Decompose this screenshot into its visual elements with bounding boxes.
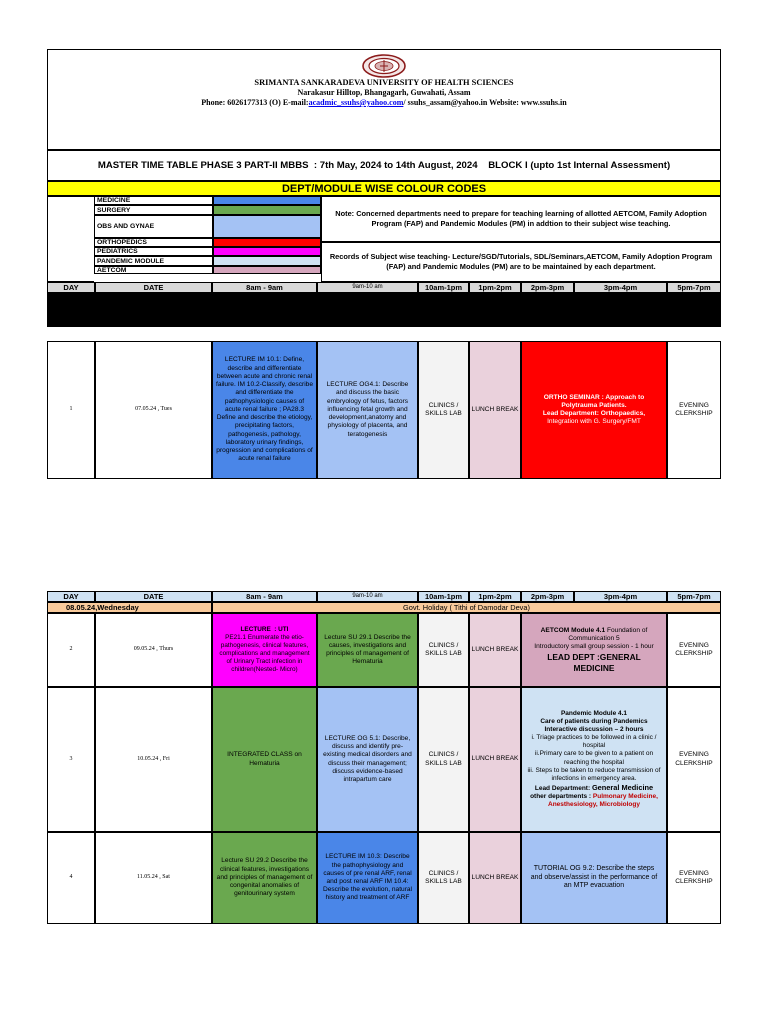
day-date: 07.05.24 , Tues — [95, 341, 212, 479]
legend-label: SURGERY — [94, 205, 213, 215]
day-number: 4 — [47, 832, 95, 924]
email-link[interactable]: acadmic_ssuhs@yahoo.com — [308, 98, 404, 107]
note-family-adoption: Note: Concerned departments need to prepare for teaching learning of allotted AETCOM, Family Adoption Program (FAP) and Pandemic Modules (PM) in addtion to their subject wise teaching. — [321, 196, 721, 242]
legend-swatch — [213, 196, 321, 205]
col-1pm: 1pm-2pm — [469, 591, 521, 602]
clinics-skills-lab: CLINICS / SKILLS LAB — [418, 613, 469, 687]
day-row-2 — [47, 613, 721, 687]
clinics-skills-lab: CLINICS / SKILLS LAB — [418, 832, 469, 924]
pm-item-1: i. Triage practices to be followed in a clinic / hospital — [531, 734, 657, 750]
day-number: 2 — [47, 613, 95, 687]
pm-subtitle: Care of patients during Pandemics — [540, 717, 648, 725]
day-row-4 — [47, 832, 721, 924]
evening-clerkship: EVENING CLERKSHIP — [667, 687, 721, 832]
col-2pm: 2pm-3pm — [521, 591, 574, 602]
pandemic-module — [521, 687, 667, 832]
pm-item-3: iii. Steps to be taken to reduce transmission of infections in emergency area. — [527, 766, 661, 782]
timetable-title: MASTER TIME TABLE PHASE 3 PART-II MBBS : 7th May, 2024 to 14th August, 2024 BLOCK I (upto 1st Internal Assessment) — [47, 150, 721, 181]
ortho-seminar-title: ORTHO SEMINAR : Approach to Polytrauma Patients. — [543, 393, 645, 409]
legend-swatch — [213, 256, 321, 266]
pm-other-depts: Pulmonary Medicine, Anesthesiology, Microbiology — [548, 793, 658, 809]
ortho-lead-dept: Lead Department: Orthopaedics, — [542, 410, 646, 417]
legend-label: PANDEMIC MODULE — [94, 256, 213, 266]
lecture-og-4-1: LECTURE OG4.1: Describe and discuss the basic embryology of fetus, factors influencing fetal growth and development,anatomy and physiology of placenta, and teratogenesis — [317, 341, 418, 479]
col-3pm: 3pm-4pm — [574, 591, 667, 602]
col-9am: 9am-10 am — [317, 282, 418, 293]
day-row-3 — [47, 687, 721, 832]
lecture-og-5-1: LECTURE OG 5.1: Describe, discuss and identify pre-existing medical disorders and discuss their management; discuss evidence-based intrapartum care — [317, 687, 418, 832]
pm-other-label: other departments : — [530, 793, 593, 800]
pm-title: Pandemic Module 4.1 — [560, 709, 628, 717]
clinics-skills-lab: CLINICS / SKILLS LAB — [418, 687, 469, 832]
col-8am: 8am - 9am — [212, 282, 317, 293]
day-number: 3 — [47, 687, 95, 832]
pm-lead-label: Lead Department: — [534, 784, 592, 792]
legend-swatch — [213, 215, 321, 238]
lunch-break: LUNCH BREAK — [469, 832, 521, 924]
pm-lead-dept: General Medicine — [591, 782, 654, 792]
lecture-uti-title: LECTURE : UTI — [240, 626, 289, 633]
holiday-date: 08.05.24,Wednesday — [47, 602, 212, 613]
column-header-row — [47, 282, 721, 293]
lunch-break: LUNCH BREAK — [469, 613, 521, 687]
lecture-im-10-1: LECTURE IM 10.1: Define, describe and differentiate between acute and chronic renal failure. IM 10.2-Classify, describe and differentiate the pathophysiologic causes of acute renal failure ; PA28.3 Define and describe the etiology, precipitating factors, pathogenesis, pathology, laboratory urinary findings, progression and complications of acute renal failure — [212, 341, 317, 479]
col-2pm: 2pm-3pm — [521, 282, 574, 293]
colour-codes-heading: DEPT/MODULE WISE COLOUR CODES — [47, 181, 721, 196]
ortho-seminar — [521, 341, 667, 479]
contact-line — [47, 97, 721, 108]
day-number: 1 — [47, 341, 95, 479]
note-records: Records of Subject wise teaching- Lecture/SGD/Tutorials, SDL/Seminars,AETCOM, Family Adoption Program (FAP) and Pandemic Modules (PM) are to be maintained by each department. — [321, 242, 721, 282]
pm-item-2: ii.Primary care to be given to a patient on reaching the hospital — [534, 750, 654, 766]
colour-legend — [47, 196, 321, 282]
lecture-uti-desc: PE21.1 Enumerate the etio-pathogenesis, clinical features, complications and management of Urinary Tract infection in children(Nested- Micro) — [219, 634, 310, 673]
legend-label: PEDIATRICS — [94, 247, 213, 256]
aetcom-module-label: AETCOM Module 4.1 — [540, 626, 606, 634]
legend-label: AETCOM — [94, 266, 213, 274]
aetcom-topic: Foundation of Communication 5 — [568, 626, 648, 642]
university-name: SRIMANTA SANKARADEVA UNIVERSITY OF HEALTH SCIENCES — [254, 78, 514, 87]
day-date: 09.05.24 , Thurs — [95, 613, 212, 687]
legend-swatch — [213, 205, 321, 215]
pm-lead — [535, 783, 653, 793]
integrated-class: INTEGRATED CLASS on Hematuria — [212, 687, 317, 832]
col-date: DATE — [95, 282, 212, 293]
col-day: DAY — [47, 282, 95, 293]
legend-swatch — [213, 247, 321, 256]
legend-label: OBS AND GYNAE — [94, 215, 213, 238]
col-8am: 8am - 9am — [212, 591, 317, 602]
evening-clerkship: EVENING CLERKSHIP — [667, 341, 721, 479]
lecture-su-29-2: Lecture SU 29.2 Describe the clinical features, investigations and principles of management of congenital anomalies of genitourinary system — [212, 832, 317, 924]
legend-label: MEDICINE — [94, 196, 213, 205]
holiday-text: Govt. Holiday ( Tithi of Damodar Deva) — [212, 602, 721, 613]
legend-swatch — [213, 238, 321, 247]
col-9am: 9am-10 am — [317, 591, 418, 602]
pm-other — [525, 793, 663, 809]
holiday-row — [47, 602, 721, 613]
evening-clerkship: EVENING CLERKSHIP — [667, 613, 721, 687]
aetcom-title — [526, 627, 662, 643]
evening-clerkship: EVENING CLERKSHIP — [667, 832, 721, 924]
tutorial-og-9-2: TUTORIAL OG 9.2: Describe the steps and observe/assist in the performance of an MTP evacuation — [521, 832, 667, 924]
lecture-uti — [212, 613, 317, 687]
clinics-skills-lab: CLINICS / SKILLS LAB — [418, 341, 469, 479]
lecture-su-29-1: Lecture SU 29.1 Describe the causes, investigations and principles of management of Hematuria — [317, 613, 418, 687]
phone-text: Phone: 6026177313 (O) E-mail: — [201, 98, 309, 107]
aetcom-module — [521, 613, 667, 687]
legend-swatch — [213, 266, 321, 274]
col-day: DAY — [47, 591, 95, 602]
col-10am: 10am-1pm — [418, 282, 469, 293]
university-address: Narakasur Hilltop, Bhangagarh, Guwahati, Assam — [297, 88, 471, 97]
pm-format: Interactive discussion – 2 hours — [544, 726, 644, 733]
day-date: 11.05.24 , Sat — [95, 832, 212, 924]
day-row-1 — [47, 341, 721, 479]
contact-suffix: / ssuhs_assam@yahoo.in Website: www.ssuhs.in — [403, 98, 567, 107]
lunch-break: LUNCH BREAK — [469, 687, 521, 832]
ortho-integration: Integration with G. Surgery/FMT — [547, 418, 641, 426]
university-logo — [361, 54, 407, 78]
col-date: DATE — [95, 591, 212, 602]
col-1pm: 1pm-2pm — [469, 282, 521, 293]
separator-band — [47, 293, 721, 327]
lecture-im-10-3: LECTURE IM 10.3: Describe the pathophysiology and causes of pre renal ARF, renal and post renal ARF IM 10.4: Describe the evolution, natural history and treatment of ARF — [317, 832, 418, 924]
legend-label: ORTHOPEDICS — [94, 238, 213, 247]
col-5pm: 5pm-7pm — [667, 591, 721, 602]
col-5pm: 5pm-7pm — [667, 282, 721, 293]
aetcom-session: Introductory small group session - 1 hour — [534, 643, 654, 651]
day-date: 10.05.24 , Fri — [95, 687, 212, 832]
column-header-row-2 — [47, 591, 721, 602]
aetcom-lead-dept: LEAD DEPT :GENERAL MEDICINE — [547, 652, 641, 673]
col-10am: 10am-1pm — [418, 591, 469, 602]
col-3pm: 3pm-4pm — [574, 282, 667, 293]
lunch-break: LUNCH BREAK — [469, 341, 521, 479]
